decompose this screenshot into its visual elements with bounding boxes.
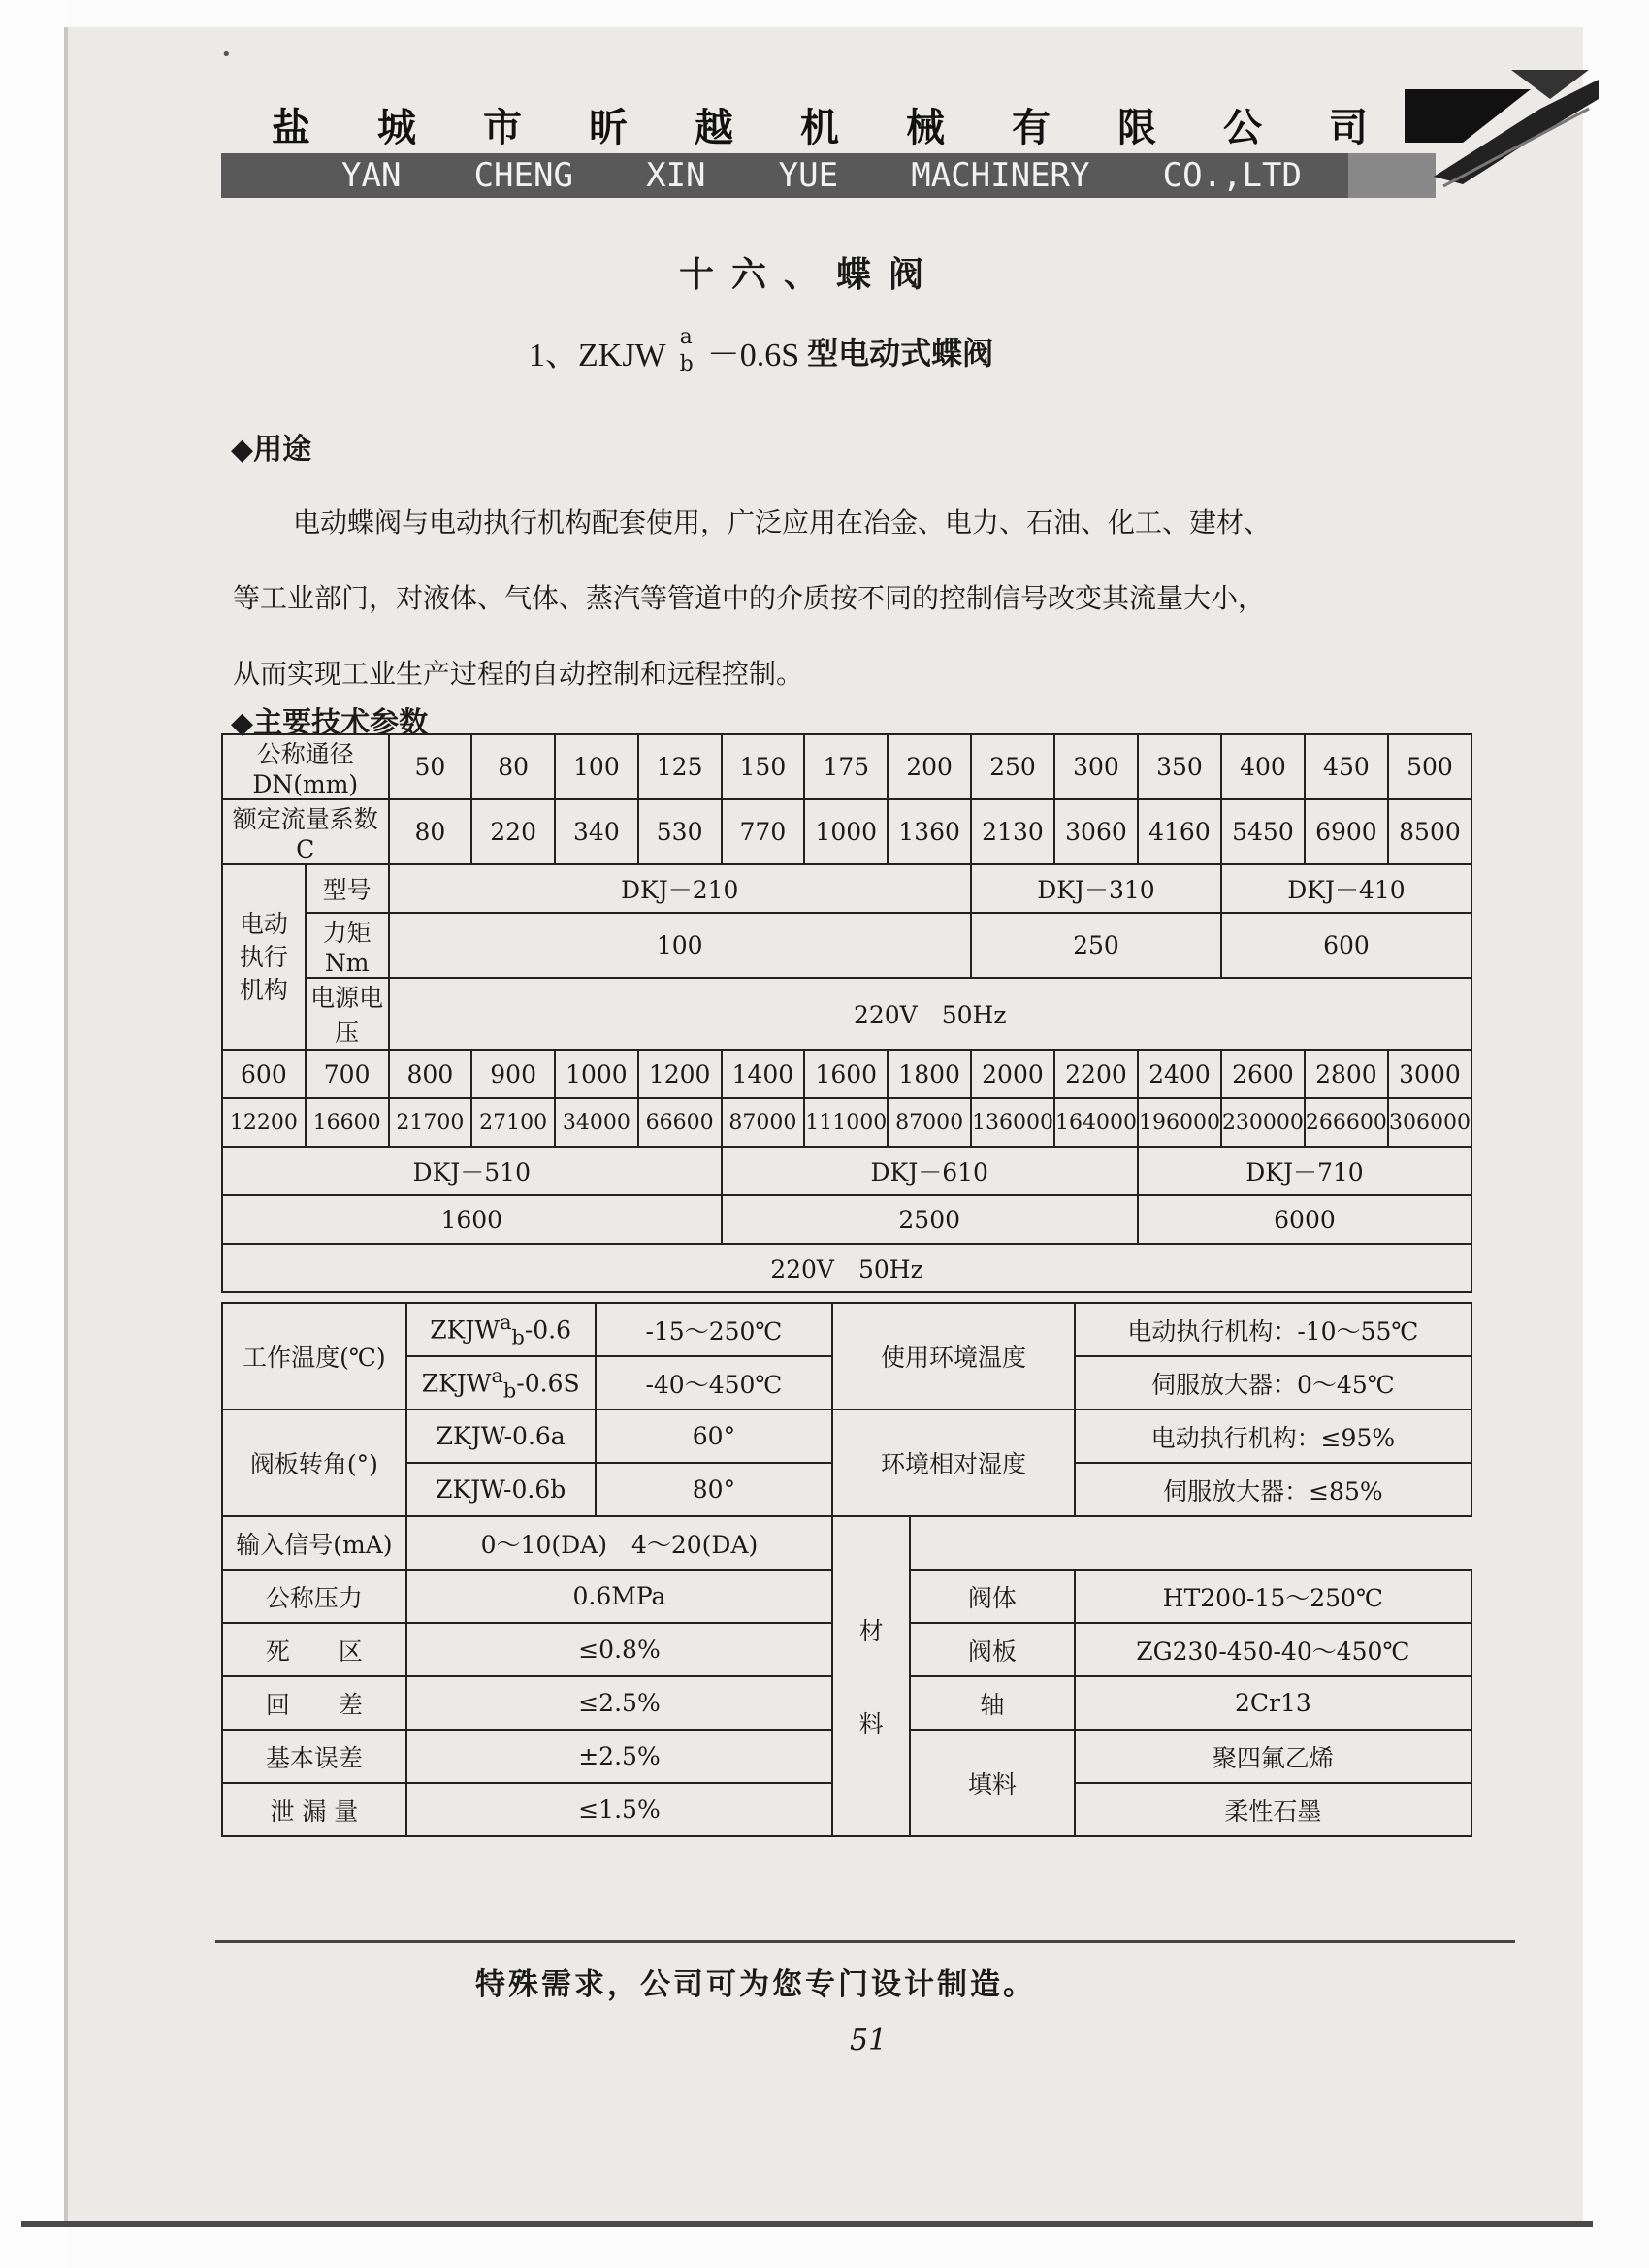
torque-label: 力矩 Nm xyxy=(306,913,389,978)
material-label: 材 料 xyxy=(832,1516,910,1836)
actuator-torque: 100 xyxy=(389,913,971,978)
c-cell: 230000 xyxy=(1221,1098,1305,1147)
hysteresis-value: ≤2.5% xyxy=(406,1676,833,1730)
work-temp-label: 工作温度(℃) xyxy=(222,1303,406,1409)
usage-paragraph xyxy=(233,485,1484,712)
params-heading: ◆主要技术参数 xyxy=(231,706,429,740)
env-humidity-actuator: 电动执行机构：≤95% xyxy=(1075,1409,1471,1463)
c-cell: 196000 xyxy=(1138,1098,1221,1147)
footer-note: 特殊需求，公司可为您专门设计制造。 xyxy=(475,1967,1036,2002)
dn-cell: 150 xyxy=(722,734,805,799)
company-char: 公 xyxy=(1223,106,1262,150)
dn-cell: 80 xyxy=(471,734,555,799)
material-value: ZG230-450-40～450℃ xyxy=(1075,1623,1471,1676)
leakage-value: ≤1.5% xyxy=(406,1783,833,1836)
actuator-torque: 1600 xyxy=(222,1195,722,1244)
usage-line: 等工业部门，对液体、气体、蒸汽等管道中的介质按不同的控制信号改变其流量大小， xyxy=(233,582,1266,614)
actuator-model: DKJ－610 xyxy=(722,1147,1138,1195)
model-row-2 xyxy=(222,1147,1471,1195)
angle-model-a: ZKJW-0.6a xyxy=(406,1409,596,1463)
company-char: 限 xyxy=(1117,106,1156,150)
env-humidity-servo: 伺服放大器：≤85% xyxy=(1075,1463,1471,1516)
c-cell: 3060 xyxy=(1054,799,1138,864)
company-char: 械 xyxy=(906,106,945,150)
c-cell: 1360 xyxy=(888,799,971,864)
model-suffix: －0.6S xyxy=(706,337,800,373)
variant-a: a xyxy=(679,325,693,349)
dn-cell: 2800 xyxy=(1305,1050,1388,1098)
dn-cell: 1000 xyxy=(555,1050,638,1098)
company-word: XIN xyxy=(646,156,706,195)
angle-model-b: ZKJW-0.6b xyxy=(406,1463,596,1516)
company-word: MACHINERY xyxy=(911,156,1090,195)
page-bottom-edge xyxy=(21,2221,1593,2227)
dn-label: 公称通径 DN(mm) xyxy=(222,734,389,799)
actuator-model: DKJ－210 xyxy=(389,864,971,913)
leakage-label: 泄 漏 量 xyxy=(222,1783,406,1836)
company-name-en xyxy=(341,153,1302,198)
page-number: 51 xyxy=(850,2024,888,2057)
material-value: 柔性石墨 xyxy=(1075,1783,1471,1836)
c-cell: 6900 xyxy=(1305,799,1388,864)
dn-cell: 100 xyxy=(555,734,638,799)
c-cell: 12200 xyxy=(222,1098,306,1147)
c-cell: 21700 xyxy=(389,1098,472,1147)
env-humidity-label: 环境相对湿度 xyxy=(832,1409,1075,1516)
c-cell: 266600 xyxy=(1305,1098,1388,1147)
spec-row xyxy=(222,1303,1471,1356)
c-cell: 220 xyxy=(471,799,555,864)
dn-row-2 xyxy=(222,1050,1471,1098)
material-value: 聚四氟乙烯 xyxy=(1075,1730,1471,1783)
c-cell: 5450 xyxy=(1221,799,1305,864)
c-cell: 530 xyxy=(638,799,722,864)
actuator-voltage: 220V 50Hz xyxy=(222,1244,1471,1292)
work-temp-model-a: $ZKJW^a_b-0.6$ xyxy=(406,1303,596,1356)
company-char: 有 xyxy=(1012,106,1051,150)
material-part: 阀板 xyxy=(910,1623,1075,1676)
variant-b: b xyxy=(679,352,694,376)
c-cell: 27100 xyxy=(471,1098,555,1147)
voltage-row-1 xyxy=(222,978,1471,1050)
company-name-cn xyxy=(272,97,1368,152)
model-row-1 xyxy=(222,864,1471,913)
env-temp-actuator: 电动执行机构：-10～55℃ xyxy=(1075,1303,1471,1356)
work-temp-range-a: -15～250℃ xyxy=(596,1303,833,1356)
product-model: 1、ZKJW xyxy=(529,337,666,373)
angle-b: 80° xyxy=(596,1463,833,1516)
voltage-label: 电源电压 xyxy=(306,978,389,1050)
section-title: 十六、蝶阀 xyxy=(679,255,942,295)
dn-cell: 1200 xyxy=(638,1050,722,1098)
material-value: 2Cr13 xyxy=(1075,1676,1471,1730)
dn-cell: 125 xyxy=(638,734,722,799)
actuator-torque: 600 xyxy=(1221,913,1471,978)
angle-a: 60° xyxy=(596,1409,833,1463)
input-label: 输入信号(mA) xyxy=(222,1516,406,1570)
page-edge xyxy=(64,27,68,2221)
material-part: 阀体 xyxy=(910,1570,1075,1623)
material-part: 轴 xyxy=(910,1676,1075,1730)
dn-row-1 xyxy=(222,734,1471,799)
company-word: YAN xyxy=(341,156,402,195)
company-char: 机 xyxy=(800,106,839,150)
c-row-2 xyxy=(222,1098,1471,1147)
product-type: 型电动式蝶阀 xyxy=(807,335,994,372)
torque-row-1 xyxy=(222,913,1471,978)
company-word: YUE xyxy=(778,156,839,195)
page-margin xyxy=(0,0,68,2268)
actuator-torque: 6000 xyxy=(1138,1195,1471,1244)
env-temp-label: 使用环境温度 xyxy=(832,1303,1075,1409)
actuator-torque: 2500 xyxy=(722,1195,1138,1244)
error-label: 基本误差 xyxy=(222,1730,406,1783)
dn-cell: 1600 xyxy=(804,1050,888,1098)
dn-cell: 450 xyxy=(1305,734,1388,799)
dn-cell: 2400 xyxy=(1138,1050,1221,1098)
actuator-model: DKJ－410 xyxy=(1221,864,1471,913)
dn-cell: 700 xyxy=(306,1050,389,1098)
dn-cell: 350 xyxy=(1138,734,1221,799)
product-title xyxy=(529,324,993,378)
spec-row xyxy=(222,1516,1471,1570)
dn-cell: 3000 xyxy=(1388,1050,1471,1098)
c-label: 额定流量系数 C xyxy=(222,799,389,864)
c-cell: 136000 xyxy=(971,1098,1054,1147)
input-value: 0～10(DA) 4～20(DA) xyxy=(406,1516,833,1570)
dn-cell: 2200 xyxy=(1054,1050,1138,1098)
work-temp-range-b: -40～450℃ xyxy=(596,1356,833,1409)
dn-cell: 1400 xyxy=(722,1050,805,1098)
material-part: 填料 xyxy=(910,1730,1075,1836)
specs-table xyxy=(221,1302,1472,1837)
dn-cell: 2600 xyxy=(1221,1050,1305,1098)
dn-cell: 250 xyxy=(971,734,1054,799)
speck-mark: • xyxy=(221,45,232,65)
dn-cell: 200 xyxy=(888,734,971,799)
error-value: ±2.5% xyxy=(406,1730,833,1783)
voltage-row-2 xyxy=(222,1244,1471,1292)
pressure-value: 0.6MPa xyxy=(406,1570,833,1623)
actuator-voltage: 220V 50Hz xyxy=(389,978,1472,1050)
material-value: HT200-15～250℃ xyxy=(1075,1570,1471,1623)
actuator-model: DKJ－710 xyxy=(1138,1147,1471,1195)
spec-row xyxy=(222,1409,1471,1463)
material-spacer xyxy=(910,1516,1471,1570)
c-cell: 1000 xyxy=(804,799,888,864)
company-word: CHENG xyxy=(473,156,573,195)
dn-cell: 1800 xyxy=(888,1050,971,1098)
params-table xyxy=(221,733,1472,1293)
c-row-1 xyxy=(222,799,1471,864)
company-char: 昕 xyxy=(589,106,628,150)
usage-line: 电动蝶阀与电动执行机构配套使用，广泛应用在冶金、电力、石油、化工、建材、 xyxy=(293,506,1272,538)
actuator-torque: 250 xyxy=(971,913,1221,978)
angle-label: 阀板转角(°) xyxy=(222,1409,406,1516)
c-cell: 8500 xyxy=(1388,799,1471,864)
dn-cell: 50 xyxy=(389,734,472,799)
actuator-label: 电动 执行 机构 xyxy=(222,864,306,1050)
dn-cell: 2000 xyxy=(971,1050,1054,1098)
c-cell: 87000 xyxy=(888,1098,971,1147)
c-cell: 306000 xyxy=(1388,1098,1471,1147)
pressure-label: 公称压力 xyxy=(222,1570,406,1623)
dn-cell: 300 xyxy=(1054,734,1138,799)
env-temp-servo: 伺服放大器：0～45℃ xyxy=(1075,1356,1471,1409)
c-cell: 34000 xyxy=(555,1098,638,1147)
dn-cell: 175 xyxy=(804,734,888,799)
c-cell: 80 xyxy=(389,799,472,864)
hysteresis-label: 回 差 xyxy=(222,1676,406,1730)
model-label: 型号 xyxy=(306,864,389,913)
c-cell: 164000 xyxy=(1054,1098,1138,1147)
company-char: 越 xyxy=(695,106,733,150)
company-word: CO.,LTD xyxy=(1162,156,1302,195)
actuator-model: DKJ－510 xyxy=(222,1147,722,1195)
company-char: 市 xyxy=(483,106,522,150)
company-char: 司 xyxy=(1329,106,1368,150)
torque-row-2 xyxy=(222,1195,1471,1244)
c-cell: 111000 xyxy=(804,1098,888,1147)
model-variant xyxy=(680,324,694,378)
deadzone-value: ≤0.8% xyxy=(406,1623,833,1676)
dn-cell: 900 xyxy=(471,1050,555,1098)
dn-cell: 600 xyxy=(222,1050,306,1098)
c-cell: 2130 xyxy=(971,799,1054,864)
company-char: 盐 xyxy=(272,106,310,150)
dn-cell: 400 xyxy=(1221,734,1305,799)
usage-line: 从而实现工业生产过程的自动控制和远程控制。 xyxy=(233,658,804,690)
c-cell: 770 xyxy=(722,799,805,864)
company-logo-icon xyxy=(1405,70,1599,196)
deadzone-label: 死 区 xyxy=(222,1623,406,1676)
company-char: 城 xyxy=(377,106,416,150)
dn-cell: 800 xyxy=(389,1050,472,1098)
c-cell: 87000 xyxy=(722,1098,805,1147)
c-cell: 16600 xyxy=(306,1098,389,1147)
c-cell: 340 xyxy=(555,799,638,864)
work-temp-model-b: $ZKJW^a_b-0.6S$ xyxy=(406,1356,596,1409)
c-cell: 66600 xyxy=(638,1098,722,1147)
dn-cell: 500 xyxy=(1388,734,1471,799)
footer-divider xyxy=(215,1940,1515,1943)
c-cell: 4160 xyxy=(1138,799,1221,864)
actuator-model: DKJ－310 xyxy=(971,864,1221,913)
usage-heading: ◆用途 xyxy=(231,433,312,467)
